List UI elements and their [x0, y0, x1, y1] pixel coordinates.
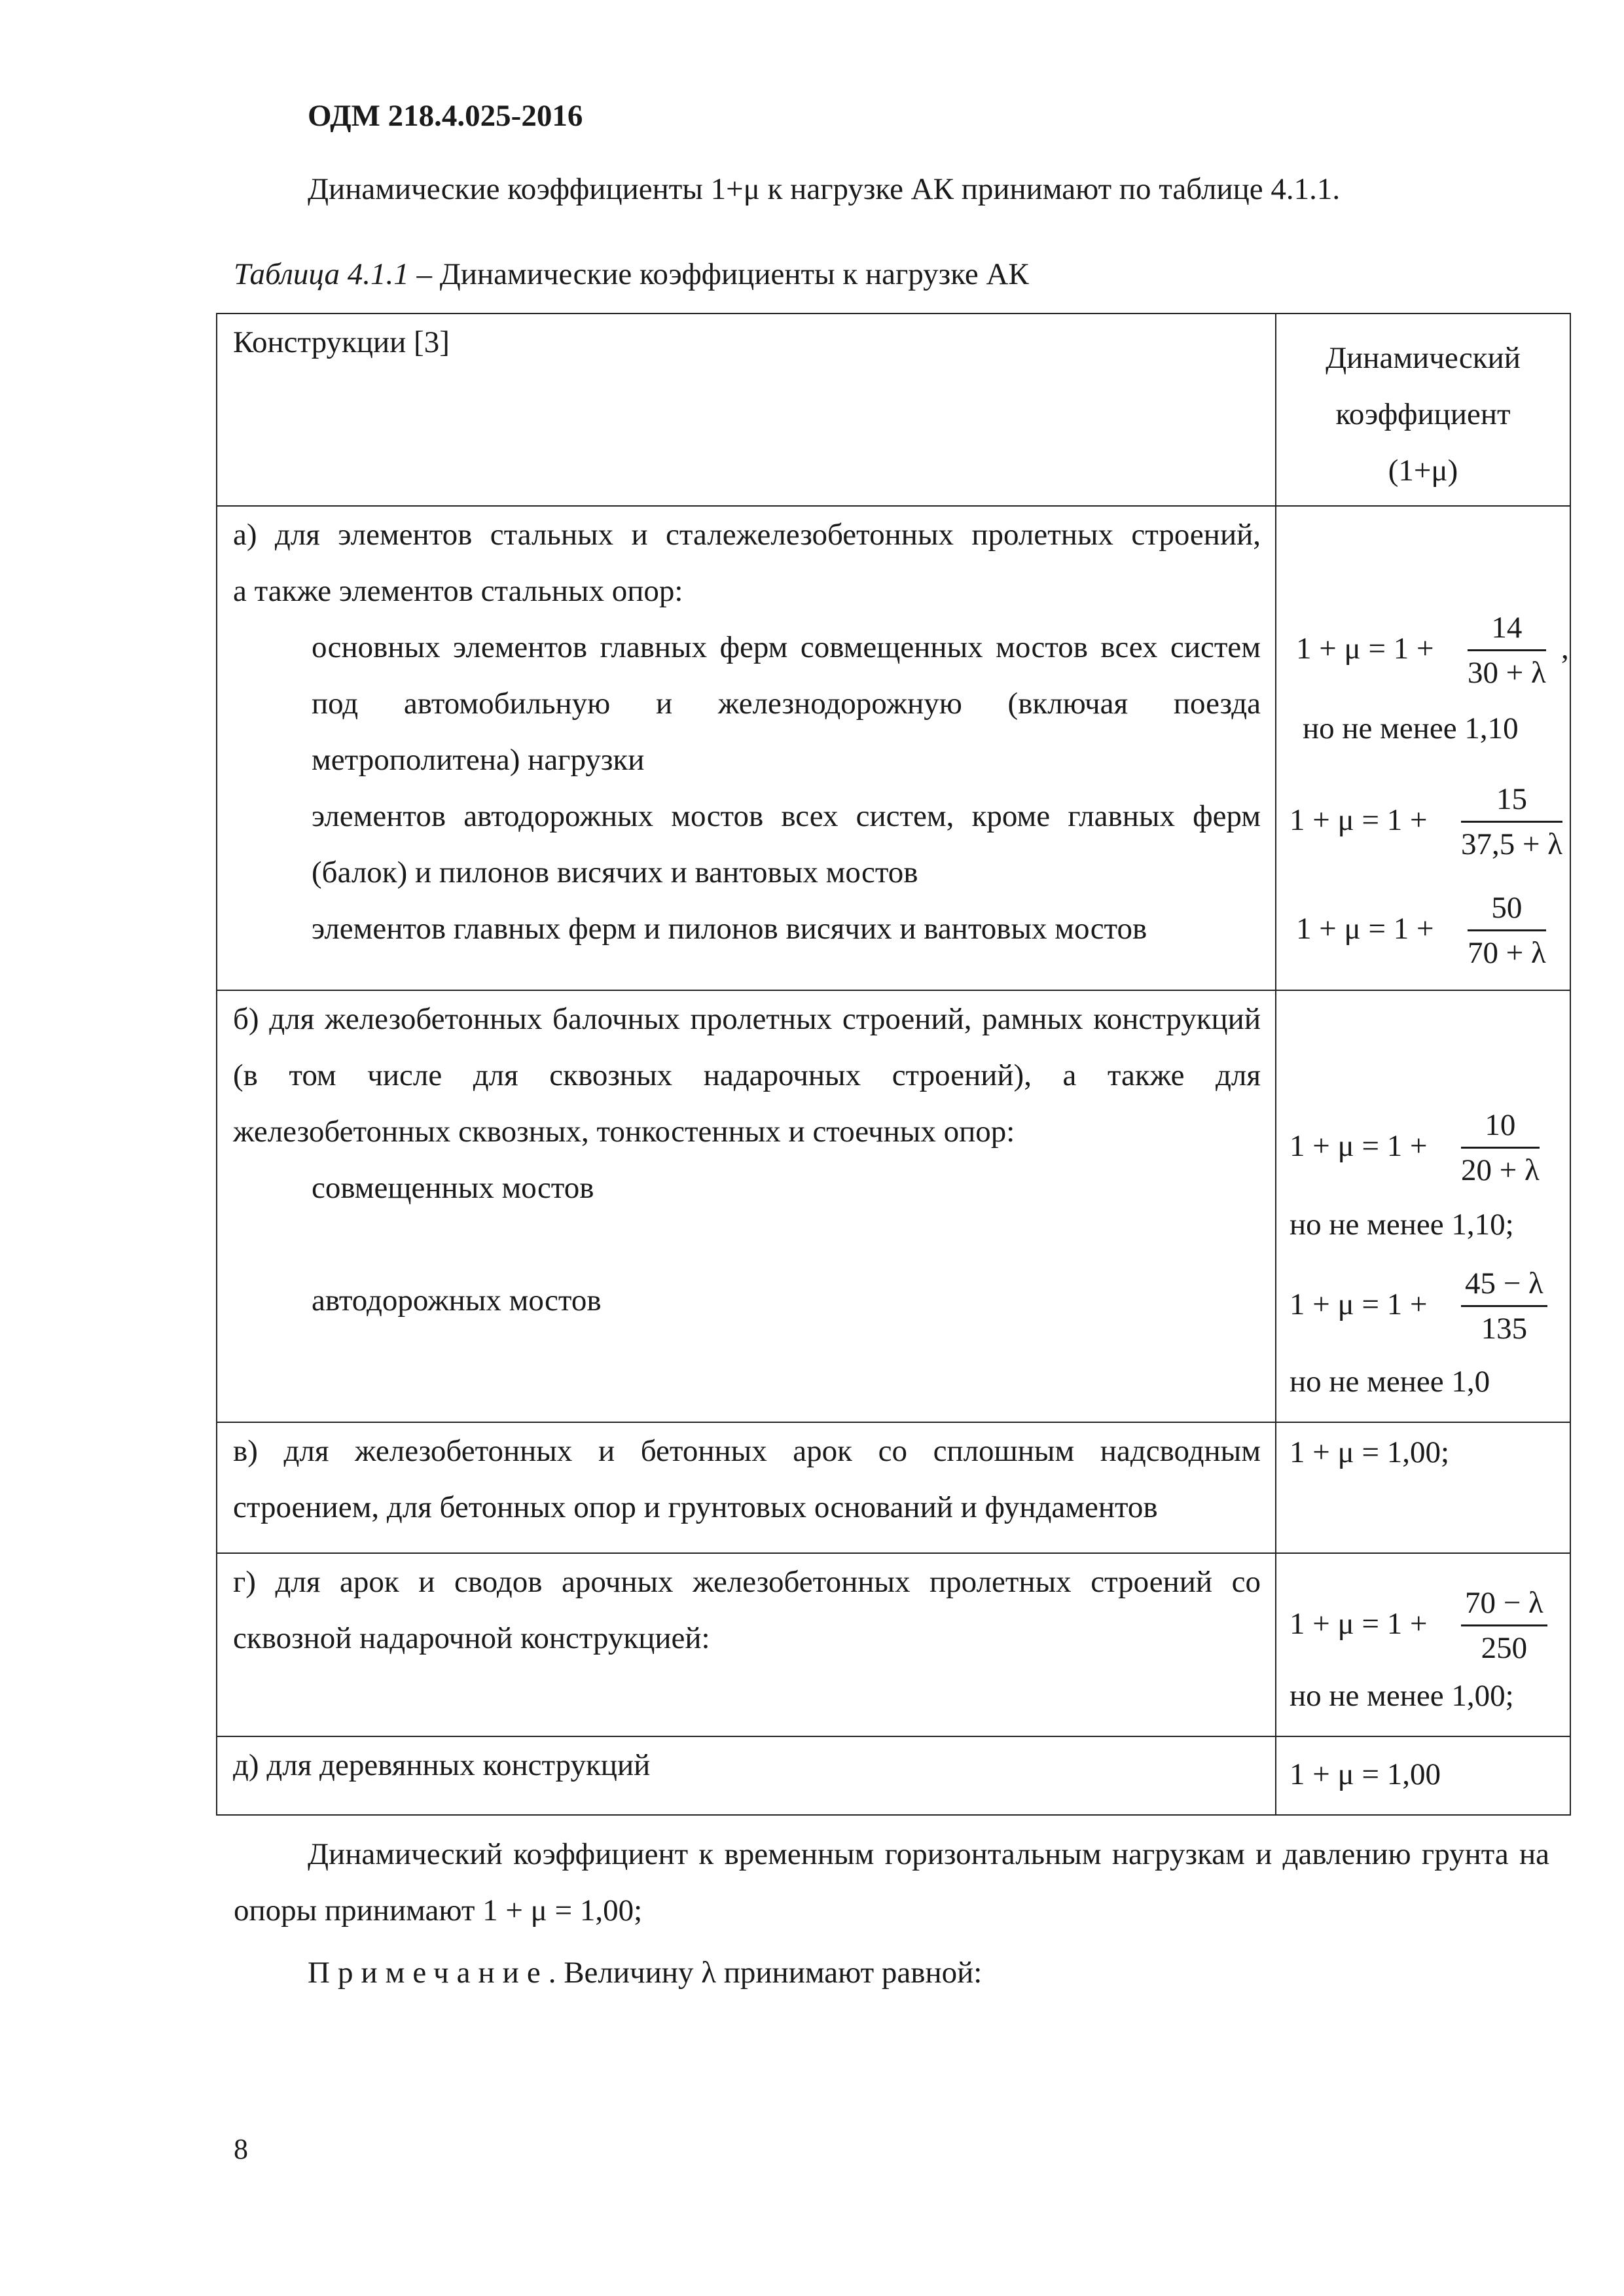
paragraph-text: Динамический коэффициент к временным горизонтальным нагрузкам и давлению грунта на опоры принимают 1 + μ = 1,00;: [234, 1837, 1549, 1928]
header-coef-cell: [1276, 314, 1570, 506]
fraction-numerator: 50: [1468, 886, 1546, 931]
fraction-denominator: 37,5 + λ: [1461, 827, 1563, 861]
formula-lhs: 1 + μ = 1 +: [1296, 632, 1434, 666]
note-text: . Величину λ принимают равной:: [548, 1956, 983, 1990]
intro-paragraph: Динамические коэффициенты 1+μ к нагрузке АК принимают по таблице 4.1.1.: [308, 172, 1341, 206]
row-a-item: основных элементов главных ферм совмещенных мостов всех систем под автомобильную и железнодорожную (включая поезда метрополитена) нагрузки: [312, 630, 1261, 777]
minimum-note: но не менее 1,00;: [1290, 1679, 1514, 1713]
row-d-text-cell: [217, 1553, 1276, 1736]
table-row: [217, 1422, 1570, 1553]
row-b-intro: б) для железобетонных балочных пролетных строений, рамных конструкций (в том числе для сквозных надарочных строений), а также для железобетонных сквозных, тонкостенных и стоечных опор:: [233, 1002, 1261, 1149]
row-e-coef-cell: [1276, 1736, 1570, 1815]
formula-lhs: 1 + μ = 1 +: [1290, 1607, 1428, 1641]
row-e-text: д) для деревянных конструкций: [233, 1748, 651, 1782]
row-a-intro: а также элементов стальных опор:: [233, 574, 683, 608]
page-number: 8: [234, 2133, 248, 2165]
row-a-item: элементов главных ферм и пилонов висячих и вантовых мостов: [312, 912, 1147, 946]
row-a-text-cell: [217, 506, 1276, 990]
row-b-item: автодорожных мостов: [312, 1283, 602, 1318]
fraction-numerator: 15: [1461, 778, 1562, 823]
formula-lhs: 1 + μ = 1 +: [1290, 1287, 1428, 1321]
fraction: [1468, 606, 1546, 694]
formula-lhs: 1 + μ = 1 +: [1290, 803, 1428, 837]
table-caption-label: Таблица 4.1.1: [234, 257, 409, 291]
fraction-numerator: 70 − λ: [1461, 1581, 1547, 1626]
fraction: [1461, 1103, 1540, 1192]
minimum-note: но не менее 1,10: [1303, 711, 1519, 745]
fraction-denominator: 20 + λ: [1461, 1153, 1540, 1187]
row-b-text: [233, 991, 1261, 1329]
table-row: [217, 1553, 1570, 1736]
row-b-text-cell: [217, 990, 1276, 1422]
formula-lhs: 1 + μ = 1 +: [1290, 1129, 1428, 1163]
coefficient-value: 1 + μ = 1,00: [1290, 1757, 1441, 1791]
row-a-item: элементов автодорожных мостов всех систем, кроме главных ферм (балок) и пилонов висячих и вантовых мостов: [312, 799, 1261, 889]
minimum-note: но не менее 1,10;: [1290, 1208, 1514, 1242]
table-caption-text: – Динамические коэффициенты к нагрузке АК: [408, 257, 1029, 291]
fraction: [1468, 886, 1546, 975]
row-d-text: г) для арок и сводов арочных железобетонных пролетных строений со сквозной надарочной конструкцией:: [233, 1565, 1261, 1655]
row-a-text: [233, 507, 1261, 957]
table-header-row: [217, 314, 1570, 506]
fraction-denominator: 70 + λ: [1468, 936, 1546, 970]
fraction-numerator: 10: [1461, 1103, 1540, 1149]
header-construction: Конструкции [3]: [233, 325, 450, 359]
row-a-coef-cell: [1276, 506, 1570, 990]
table-row: [217, 990, 1570, 1422]
fraction-denominator: 135: [1481, 1312, 1528, 1346]
coefficient-value: 1 + μ = 1,00;: [1290, 1435, 1450, 1469]
fraction-denominator: 30 + λ: [1468, 656, 1546, 690]
row-e-text-cell: [217, 1736, 1276, 1815]
fraction-denominator: 250: [1481, 1631, 1528, 1665]
header-coef-line: (1+μ): [1388, 454, 1458, 488]
minimum-note: но не менее 1,0: [1290, 1365, 1490, 1399]
row-a-intro: а) для элементов стальных и сталежелезобетонных пролетных строений,: [233, 518, 1261, 552]
header-construction-cell: [217, 314, 1276, 506]
fraction: [1461, 1262, 1547, 1350]
row-c-coef-cell: [1276, 1422, 1570, 1553]
note-label: Примечание: [308, 1956, 549, 1990]
fraction: [1461, 1581, 1547, 1670]
fraction-numerator: 45 − λ: [1461, 1262, 1547, 1307]
paragraph-horizontal-loads: [234, 1826, 1549, 1939]
coefficient-table: [216, 313, 1571, 1816]
row-c-text-cell: [217, 1422, 1276, 1553]
formula-comma: ,: [1561, 632, 1569, 666]
header-coefficient: [1276, 330, 1570, 499]
header-coef-line: коэффициент: [1335, 397, 1511, 431]
table-row: [217, 1736, 1570, 1815]
document-code: ОДМ 218.4.025-2016: [308, 99, 583, 133]
row-b-coef-cell: [1276, 990, 1570, 1422]
formula-lhs: 1 + μ = 1 +: [1296, 912, 1434, 946]
fraction-numerator: 14: [1468, 606, 1546, 651]
table-row: [217, 506, 1570, 990]
row-d-coef-cell: [1276, 1553, 1570, 1736]
fraction: [1461, 778, 1562, 866]
header-coef-line: Динамический: [1326, 341, 1521, 375]
row-c-text: в) для железобетонных и бетонных арок со сплошным надсводным строением, для бетонных опор и грунтовых оснований и фундаментов: [233, 1434, 1261, 1524]
table-caption: [234, 257, 1029, 292]
row-b-item: совмещенных мостов: [312, 1171, 594, 1205]
note-paragraph: [308, 1955, 982, 1990]
